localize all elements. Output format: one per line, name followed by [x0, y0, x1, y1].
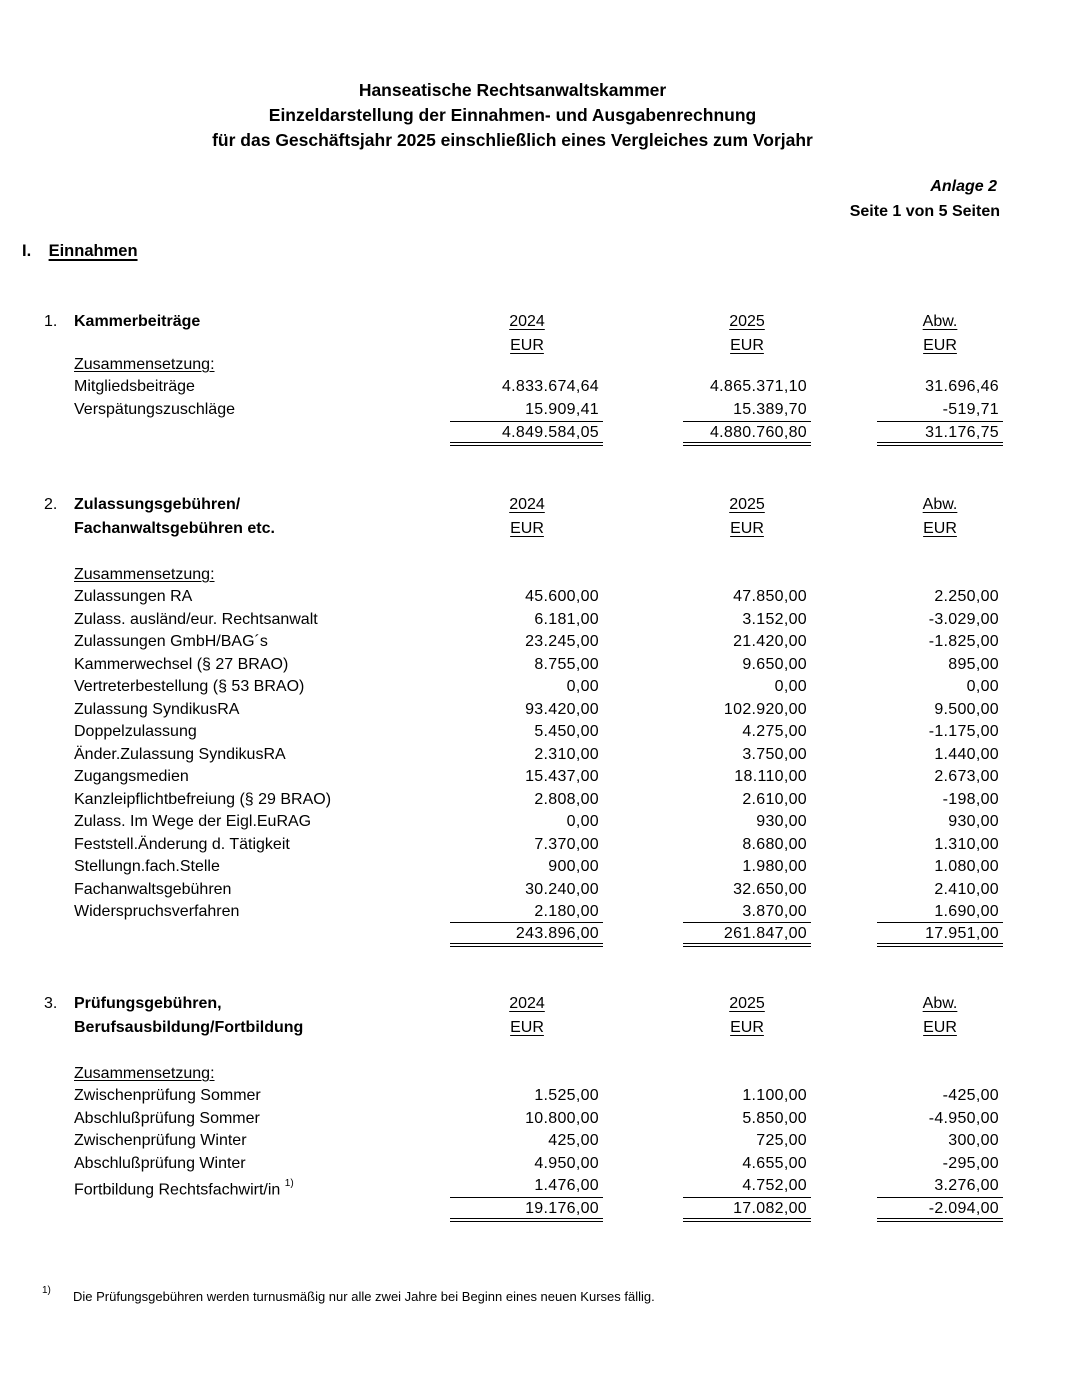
total-double-rule — [877, 943, 1003, 947]
section-title: Einnahmen — [48, 242, 138, 260]
composition-label: Zusammensetzung: — [74, 356, 215, 373]
value-2024: 23.245,00 — [525, 633, 599, 650]
value-diff: -4.950,00 — [928, 1109, 999, 1127]
table-row — [0, 376, 1067, 398]
value-diff: 9.500,00 — [934, 700, 999, 718]
currency-label: EUR — [730, 1019, 764, 1036]
row-label: Zugangsmedien — [74, 768, 189, 785]
total-2025: 17.082,00 — [733, 1200, 807, 1217]
page-info: Seite 1 von 5 Seiten — [849, 203, 1000, 220]
value-2024: 2.808,00 — [534, 790, 599, 808]
row-label: Zulassungen RA — [74, 588, 193, 605]
value-diff: 3.276,00 — [934, 1177, 999, 1194]
value-2024: 10.800,00 — [525, 1109, 599, 1127]
row-label: Widerspruchsverfahren — [74, 903, 240, 920]
value-2024: 7.370,00 — [534, 835, 599, 853]
row-label: Zulassung SyndikusRA — [74, 700, 240, 718]
value-2025: 9.650,00 — [742, 655, 807, 673]
value-2024: 15.909,41 — [525, 401, 599, 418]
value-2025: 5.850,00 — [742, 1109, 807, 1127]
value-2024: 0,00 — [566, 813, 599, 830]
title-line-3: für das Geschäftsjahr 2025 einschließlich eines Vergleiches zum Vorjahr — [212, 130, 813, 150]
table-row — [0, 721, 1067, 743]
value-2024: 8.755,00 — [534, 655, 599, 673]
table-row — [0, 609, 1067, 631]
value-2024: 4.833.674,64 — [501, 378, 599, 395]
table-row — [0, 1175, 1067, 1197]
value-2024: 2.310,00 — [534, 745, 599, 763]
value-diff: -1.825,00 — [928, 633, 999, 650]
currency-label: EUR — [510, 337, 544, 354]
total-2024: 19.176,00 — [525, 1200, 599, 1217]
attachment-label: Anlage 2 — [930, 178, 997, 195]
document-title — [0, 78, 1025, 153]
table-row — [0, 586, 1067, 608]
value-2025: 3.750,00 — [742, 745, 807, 763]
value-diff: 2.410,00 — [934, 880, 999, 898]
currency-label: EUR — [510, 520, 544, 537]
value-2024: 2.180,00 — [534, 903, 599, 920]
table-row — [0, 654, 1067, 676]
currency-label: EUR — [923, 1019, 957, 1036]
value-2024: 15.437,00 — [525, 768, 599, 785]
group-title: Zulassungsgebühren/ — [74, 496, 241, 513]
value-diff: 300,00 — [948, 1132, 999, 1149]
composition-label: Zusammensetzung: — [74, 566, 215, 583]
total-2025: 4.880.760,80 — [709, 424, 807, 441]
total-2024: 243.896,00 — [515, 925, 599, 942]
total-row — [0, 1198, 1067, 1220]
group-title-line-2: Fachanwaltsgebühren etc. — [74, 520, 275, 537]
value-2025: 47.850,00 — [733, 588, 807, 605]
row-label: Zulassungen GmbH/BAG´s — [74, 633, 268, 650]
value-diff: 1.080,00 — [934, 858, 999, 875]
value-diff: 930,00 — [948, 813, 999, 830]
group-index: 2. — [44, 496, 58, 513]
col-header-diff: Abw. — [922, 995, 958, 1012]
table-row — [0, 834, 1067, 856]
group-index: 3. — [44, 995, 58, 1012]
total-row — [0, 422, 1067, 444]
currency-label: EUR — [923, 337, 957, 354]
table-row — [0, 1153, 1067, 1175]
section-heading — [22, 242, 138, 261]
total-double-rule — [877, 1218, 1003, 1222]
value-diff: 31.696,46 — [925, 378, 999, 395]
value-2024: 45.600,00 — [525, 588, 599, 605]
total-2025: 261.847,00 — [723, 925, 807, 942]
row-label: Abschlußprüfung Sommer — [74, 1109, 260, 1127]
group-title-line-2: Berufsausbildung/Fortbildung — [74, 1019, 304, 1036]
total-double-rule — [450, 943, 603, 947]
currency-label: EUR — [923, 520, 957, 537]
value-2024: 4.950,00 — [534, 1154, 599, 1172]
value-diff: -425,00 — [942, 1087, 999, 1104]
col-header-2024: 2024 — [509, 995, 545, 1012]
row-label: Kammerwechsel (§ 27 BRAO) — [74, 655, 289, 673]
row-label: Zwischenprüfung Sommer — [74, 1087, 261, 1104]
total-double-rule — [450, 1218, 603, 1222]
row-label: Abschlußprüfung Winter — [74, 1154, 246, 1172]
currency-label: EUR — [510, 1019, 544, 1036]
value-2025: 2.610,00 — [742, 790, 807, 808]
value-2024: 93.420,00 — [525, 700, 599, 718]
col-header-2025: 2025 — [729, 496, 765, 513]
row-label: Verspätungszuschläge — [74, 401, 235, 418]
value-2025: 15.389,70 — [733, 401, 807, 418]
table-row — [0, 879, 1067, 901]
value-2024: 5.450,00 — [534, 723, 599, 740]
value-diff: 1.440,00 — [934, 745, 999, 763]
table-row — [0, 699, 1067, 721]
table-row — [0, 901, 1067, 923]
value-2025: 3.152,00 — [742, 610, 807, 628]
row-label: Zulass. ausländ/eur. Rechtsanwalt — [74, 610, 318, 628]
title-line-1: Hanseatische Rechtsanwaltskammer — [358, 80, 667, 100]
value-diff: 2.250,00 — [934, 588, 999, 605]
table-row — [0, 399, 1067, 421]
row-label: Änder.Zulassung SyndikusRA — [74, 745, 286, 763]
value-2024: 425,00 — [548, 1132, 599, 1149]
table-row — [0, 1130, 1067, 1152]
total-diff: -2.094,00 — [928, 1200, 999, 1217]
title-line-2: Einzeldarstellung der Einnahmen- und Ausgabenrechnung — [268, 105, 757, 125]
value-2025: 4.275,00 — [742, 723, 807, 740]
value-2025: 3.870,00 — [742, 903, 807, 920]
table-row — [0, 744, 1067, 766]
table-row — [0, 1108, 1067, 1130]
value-diff: 1.690,00 — [934, 903, 999, 920]
value-2025: 4.865.371,10 — [709, 378, 807, 395]
value-2025: 930,00 — [756, 813, 807, 830]
value-2024: 30.240,00 — [525, 880, 599, 898]
total-diff: 31.176,75 — [925, 424, 999, 441]
total-diff: 17.951,00 — [925, 925, 999, 942]
total-double-rule — [450, 442, 603, 446]
group-title: Kammerbeiträge — [74, 313, 201, 330]
col-header-2024: 2024 — [509, 313, 545, 330]
row-label: Zwischenprüfung Winter — [74, 1132, 247, 1149]
col-header-2025: 2025 — [729, 995, 765, 1012]
total-double-rule — [683, 943, 811, 947]
table-row — [0, 789, 1067, 811]
table-row — [0, 631, 1067, 653]
value-2024: 900,00 — [548, 858, 599, 875]
row-label: Fachanwaltsgebühren — [74, 880, 232, 898]
value-2025: 18.110,00 — [734, 768, 807, 785]
group-title: Prüfungsgebühren, — [74, 995, 222, 1012]
total-row — [0, 923, 1067, 945]
row-label: Kanzleipflichtbefreiung (§ 29 BRAO) — [74, 790, 332, 808]
value-2025: 0,00 — [774, 678, 807, 695]
row-label: Stellungn.fach.Stelle — [74, 858, 220, 875]
value-diff: 0,00 — [966, 678, 999, 695]
table-row — [0, 766, 1067, 788]
value-diff: 1.310,00 — [934, 835, 999, 853]
value-diff: -198,00 — [942, 790, 999, 808]
currency-label: EUR — [730, 337, 764, 354]
value-2024: 6.181,00 — [534, 610, 599, 628]
value-diff: 2.673,00 — [934, 768, 999, 785]
value-2025: 8.680,00 — [742, 835, 807, 853]
composition-label: Zusammensetzung: — [74, 1065, 215, 1082]
table-row — [0, 1085, 1067, 1107]
table-row — [0, 811, 1067, 833]
value-2024: 1.525,00 — [534, 1087, 599, 1104]
row-label: Mitgliedsbeiträge — [74, 378, 195, 395]
row-label-text: Fortbildung Rechtsfachwirt/in — [74, 1181, 281, 1199]
col-header-diff: Abw. — [922, 313, 958, 330]
table-row — [0, 676, 1067, 698]
total-double-rule — [683, 1218, 811, 1222]
section-number: I. — [22, 242, 32, 260]
footnote-mark: 1) — [42, 1285, 51, 1296]
value-2025: 725,00 — [756, 1132, 807, 1149]
row-label: Feststell.Änderung d. Tätigkeit — [74, 835, 290, 853]
col-header-2024: 2024 — [509, 496, 545, 513]
value-2025: 21.420,00 — [733, 633, 807, 650]
value-2024: 0,00 — [566, 678, 599, 695]
col-header-diff: Abw. — [922, 496, 958, 513]
value-2025: 4.655,00 — [742, 1154, 807, 1172]
value-diff: -519,71 — [942, 401, 999, 418]
value-2025: 102.920,00 — [723, 700, 807, 718]
value-diff: -3.029,00 — [928, 610, 999, 628]
value-diff: -295,00 — [942, 1154, 999, 1172]
row-label: Vertreterbestellung (§ 53 BRAO) — [74, 678, 305, 695]
value-2025: 32.650,00 — [733, 880, 807, 898]
col-header-2025: 2025 — [729, 313, 765, 330]
currency-label: EUR — [730, 520, 764, 537]
total-double-rule — [877, 442, 1003, 446]
footnote-ref: 1) — [284, 1178, 294, 1189]
row-label: Zulass. Im Wege der Eigl.EuRAG — [74, 813, 312, 830]
value-diff: -1.175,00 — [928, 723, 999, 740]
row-label: Doppelzulassung — [74, 723, 197, 740]
table-row — [0, 856, 1067, 878]
value-diff: 895,00 — [948, 655, 999, 673]
footnote-text: Die Prüfungsgebühren werden turnusmäßig nur alle zwei Jahre bei Beginn eines neuen Kurses fällig. — [73, 1289, 655, 1304]
group-index: 1. — [44, 313, 58, 330]
value-2025: 1.100,00 — [742, 1087, 807, 1104]
value-2024: 1.476,00 — [534, 1177, 599, 1194]
total-double-rule — [683, 442, 811, 446]
value-2025: 1.980,00 — [742, 858, 807, 875]
value-2025: 4.752,00 — [742, 1177, 807, 1194]
total-2024: 4.849.584,05 — [501, 424, 599, 441]
